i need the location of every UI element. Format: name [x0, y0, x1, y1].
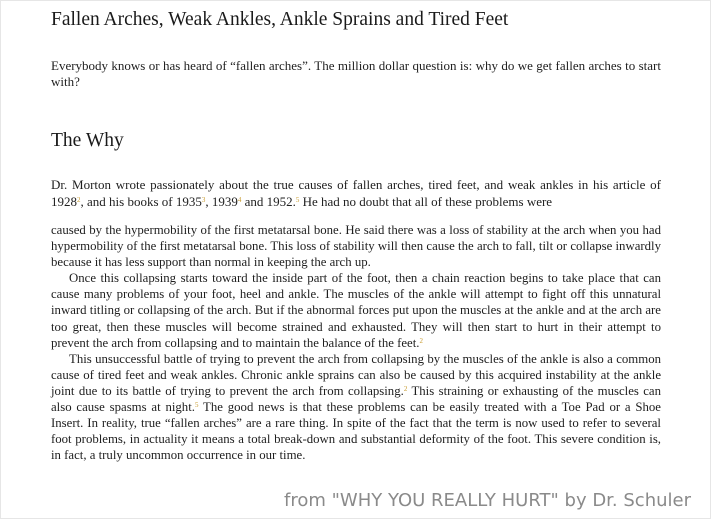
footnote-ref[interactable]: 2 — [419, 336, 423, 345]
body-text — [51, 222, 661, 463]
text-span: , 1939 — [205, 194, 238, 209]
footnote-ref[interactable]: 4 — [237, 196, 242, 204]
section-heading: The Why — [51, 130, 124, 151]
text-span: This straining or exhausting of the muscles can also cause spasms at night. — [51, 383, 662, 415]
footnote-ref[interactable]: 2 — [403, 384, 408, 393]
text-span: and 1952. — [241, 194, 296, 209]
text-span: , and his books of 1935 — [80, 194, 202, 209]
paragraph-battle — [51, 351, 661, 464]
text-span: Dr. Morton wrote passionately about the true causes of fallen arches, tired feet, and weak ankles in his article of 1928 — [51, 177, 661, 209]
source-watermark: from "WHY YOU REALLY HURT" by Dr. Schuler — [284, 490, 691, 511]
footnote-ref[interactable]: 2 — [77, 196, 81, 204]
paragraph-morton — [51, 176, 661, 210]
footnote-ref[interactable]: 3 — [201, 196, 206, 204]
paragraph-chain-reaction — [51, 270, 661, 350]
text-span: This unsuccessful battle of trying to prevent the arch from collapsing by the muscles of the ankle is also a common cause of tired feet and weak ankles. Chronic ankle sprains can also be caused by this acquired instability at the ankle joint due to its battle of trying to prevent the arch from collapsing. — [51, 351, 661, 398]
footnote-ref[interactable]: 5 — [194, 401, 199, 410]
footnote-ref[interactable]: 5 — [295, 196, 300, 204]
page-title: Fallen Arches, Weak Ankles, Ankle Sprains and Tired Feet — [51, 9, 509, 30]
intro-paragraph: Everybody knows or has heard of “fallen arches”. The million dollar question is: why do we get fallen arches to start with? — [51, 58, 661, 89]
paragraph-hypermobility: caused by the hypermobility of the first metatarsal bone. He said there was a loss of stability at the arch when you had hypermobility of the first metatarsal bone. This loss of stability will then cause the arch to fall, tilt or collapse inwardly because it has less support than normal in keeping the arch up. — [51, 223, 661, 270]
text-span: Once this collapsing starts toward the inside part of the foot, then a chain reaction begins to take place that can cause many problems of your foot, heel and ankle. The muscles of the ankle will attempt to fight off this unnatural inward titling or collapsing of the arch. But if the abnormal forces put upon the muscles at the ankle and at the arch are too great, then these muscles will become strained and exhausted. They will then start to hurt in their attempt to prevent the arch from collapsing and to maintain the balance of the feet. — [51, 271, 661, 350]
text-span: He had no doubt that all of these problems were — [299, 194, 553, 209]
text-span: The good news is that these problems can be easily treated with a Toe Pad or a Shoe Insert. In reality, true “fallen arches” are a rare thing. In spite of the fact that the term is now used to refer to several foot problems, in actuality it means a total break-down and substantial deformity of the foot. This severe condition is, in fact, a truly uncommon occurrence in our time. — [51, 400, 661, 463]
